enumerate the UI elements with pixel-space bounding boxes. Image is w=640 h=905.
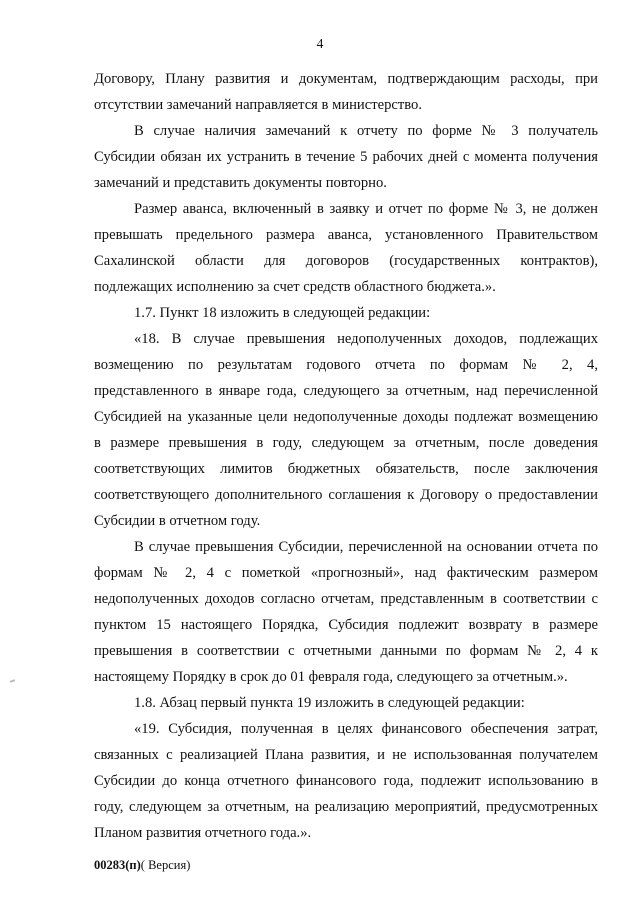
document-footer [94, 858, 190, 873]
paragraph-line: недополученных доходов согласно отчетам, представленным в соответствии с [94, 591, 598, 607]
paragraph-line: «18. В случае превышения недополученных доходов, подлежащих [134, 331, 598, 347]
paragraph-line: соответствующего дополнительного соглашения к Договору о предоставлении [94, 487, 598, 503]
paragraph-line: превышать предельного размера аванса, установленного Правительством [94, 227, 598, 243]
paragraph-line: отсутствии замечаний направляется в министерство. [94, 97, 422, 113]
paragraph-line: представленного в январе года, следующего за отчетным, над перечисленной [94, 383, 598, 399]
scan-artifact [10, 679, 15, 683]
paragraph-line: замечаний и представить документы повторно. [94, 175, 387, 191]
paragraph-line: Субсидии обязан их устранить в течение 5 рабочих дней с момента получения [94, 149, 598, 165]
paragraph-line: подлежащих исполнению за счет средств областного бюджета.». [94, 279, 496, 295]
paragraph-line: в размере превышения в году, следующем за отчетным, после доведения [94, 435, 598, 451]
paragraph-line: Договору, Плану развития и документам, подтверждающим расходы, при [94, 71, 598, 87]
paragraph-line: превышения в соответствии с отчетными данными по формам № 2, 4 к [94, 643, 598, 659]
paragraph-line: Сахалинской области для договоров (государственных контрактов), [94, 253, 598, 269]
paragraph-line: 1.8. Абзац первый пункта 19 изложить в следующей редакции: [134, 695, 525, 711]
document-code: 00283(п) [94, 858, 141, 872]
paragraph-line: Субсидией на указанные цели недополученные доходы подлежат возмещению [94, 409, 598, 425]
document-version: ( Версия) [140, 858, 191, 872]
paragraph-line: связанных с реализацией Плана развития, и не использованная получателем [94, 747, 598, 763]
paragraph-line: 1.7. Пункт 18 изложить в следующей редакции: [134, 305, 431, 321]
paragraph-line: возмещению по результатам годового отчета по формам № 2, 4, [94, 357, 598, 373]
document-body [94, 66, 598, 846]
paragraph-line: настоящему Порядку в срок до 01 февраля года, следующего за отчетным.». [94, 669, 568, 685]
page-number: 4 [316, 36, 324, 51]
paragraph-line: «19. Субсидия, полученная в целях финансового обеспечения затрат, [134, 721, 598, 737]
paragraph-line: В случае превышения Субсидии, перечисленной на основании отчета по [134, 539, 598, 555]
paragraph-line: году, следующем за отчетным, на реализацию мероприятий, предусмотренных [94, 799, 598, 815]
paragraph-line: Субсидии до конца отчетного финансового года, подлежит использованию в [94, 773, 598, 789]
paragraph-line: В случае наличия замечаний к отчету по форме № 3 получатель [134, 123, 598, 139]
paragraph-line: пунктом 15 настоящего Порядка, Субсидия подлежит возврату в размере [94, 617, 598, 633]
paragraph-line: соответствующих лимитов бюджетных обязательств, после заключения [94, 461, 598, 477]
paragraph-line: Планом развития отчетного года.». [94, 825, 312, 841]
paragraph-line: Субсидии в отчетном году. [94, 513, 261, 529]
paragraph-line: Размер аванса, включенный в заявку и отчет по форме № 3, не должен [134, 201, 598, 217]
paragraph-line: формам № 2, 4 с пометкой «прогнозный», над фактическим размером [94, 565, 598, 581]
